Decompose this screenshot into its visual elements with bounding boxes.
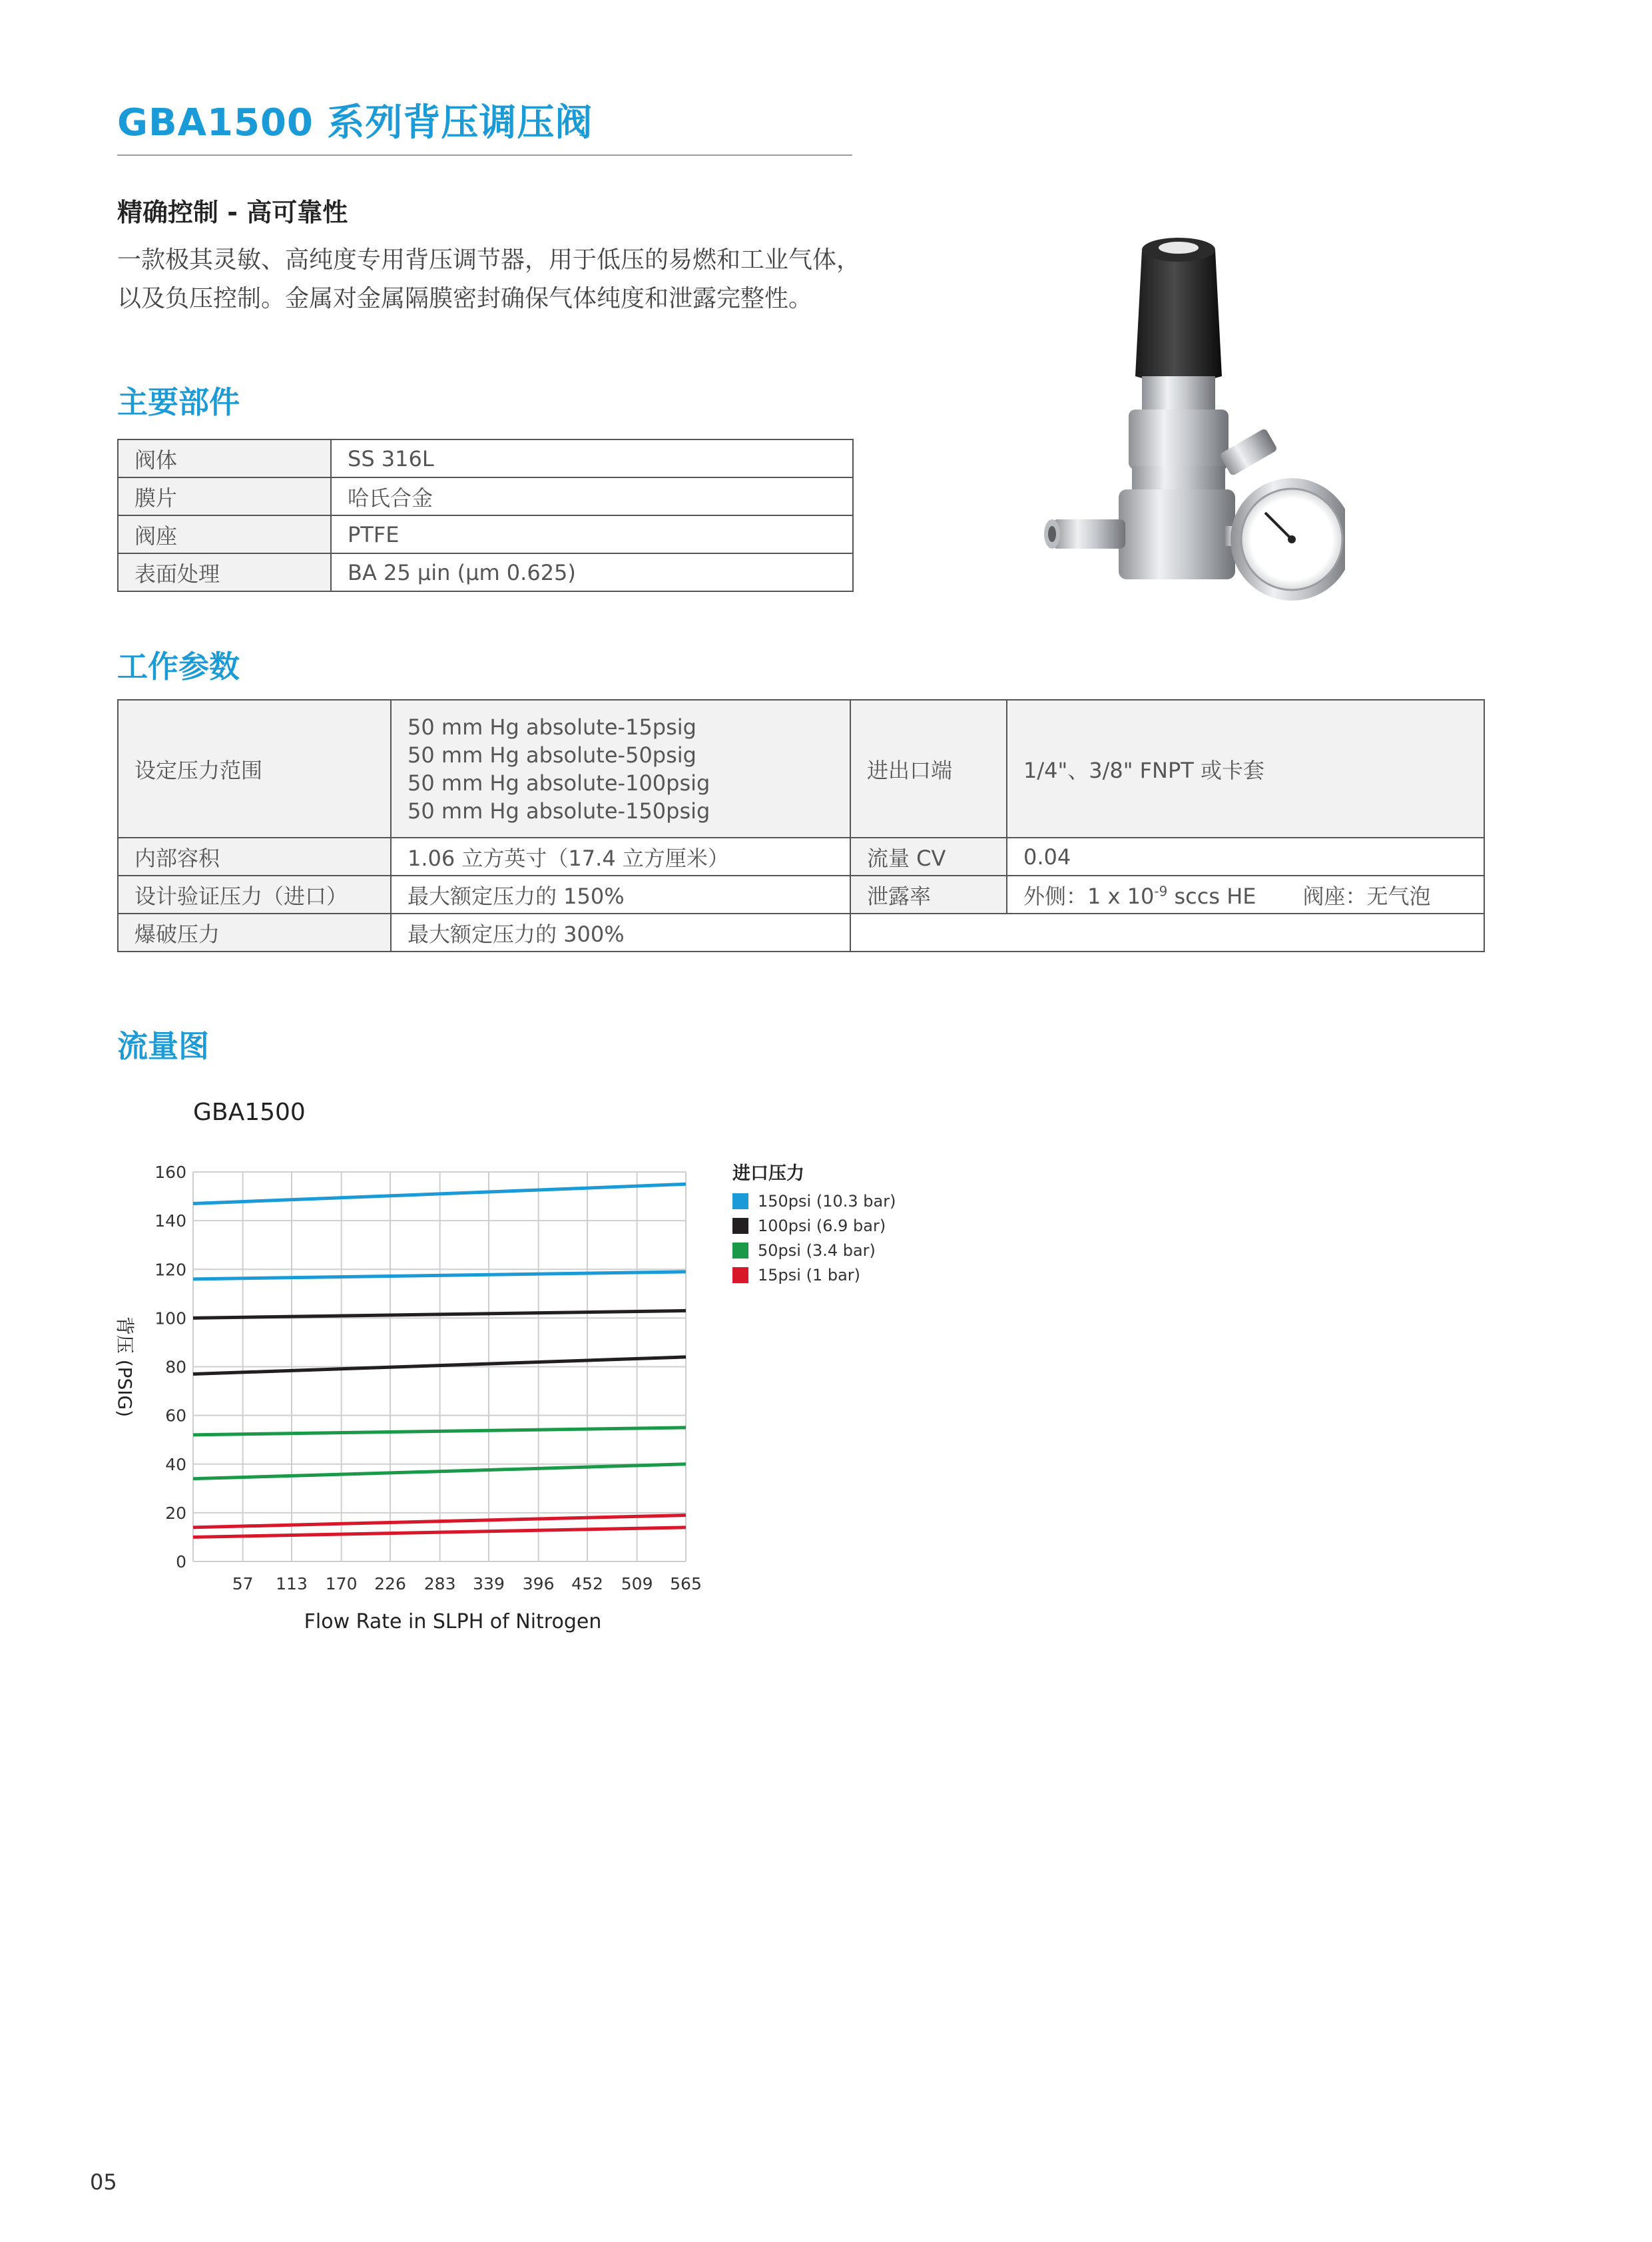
pressure-range-item: 50 mm Hg absolute-100psig [408,770,710,796]
x-tick-label: 452 [571,1574,603,1593]
y-tick-label: 40 [165,1454,186,1474]
component-value: PTFE [331,515,853,553]
x-tick-label: 339 [473,1574,505,1593]
param-label: 进出口端 [850,700,1007,838]
component-value: SS 316L [331,439,853,477]
component-label: 阀座 [118,515,331,553]
legend-item [732,1217,886,1235]
subtitle: 精确控制 - 高可靠性 [117,198,348,227]
param-label: 设计验证压力（进口） [118,876,391,914]
page-title: GBA1500 系列背压调压阀 [117,101,593,144]
legend-title: 进口压力 [732,1163,804,1184]
y-tick-label: 160 [154,1163,186,1182]
legend-label: 100psi (6.9 bar) [758,1217,886,1235]
components-table [117,439,854,592]
leak-unit: sccs HE [1167,883,1256,909]
y-tick-label: 60 [165,1406,186,1426]
y-tick-label: 140 [154,1211,186,1231]
param-value: 最大额定压力的 300% [391,914,850,952]
legend-item [732,1241,876,1260]
param-value: 1.06 立方英寸（17.4 立方厘米） [391,838,850,876]
param-value: 最大额定压力的 150% [391,876,850,914]
pressure-range-item: 50 mm Hg absolute-150psig [408,798,710,824]
legend-swatch [732,1267,748,1283]
table-row [118,439,853,477]
table-row [118,914,1484,952]
x-tick-label: 509 [621,1574,653,1593]
legend-swatch [732,1218,748,1234]
x-tick-label: 226 [374,1574,406,1593]
legend-swatch [732,1243,748,1259]
legend-item [732,1266,860,1284]
page-number: 05 [90,2169,117,2195]
leak-exponent: -9 [1154,882,1168,899]
table-row [118,700,1484,838]
param-label: 内部容积 [118,838,391,876]
pressure-range-item: 50 mm Hg absolute-15psig [408,714,696,740]
pressure-range-item: 50 mm Hg absolute-50psig [408,742,696,768]
table-row [118,553,853,591]
param-label: 爆破压力 [118,914,391,952]
component-value: BA 25 µin (µm 0.625) [331,553,853,591]
table-row [118,838,1484,876]
x-tick-label: 170 [325,1574,358,1593]
x-tick-label: 57 [232,1574,254,1593]
y-tick-label: 100 [154,1308,186,1328]
intro-paragraph: 一款极其灵敏、高纯度专用背压调节器，用于低压的易燃和工业气体，以及负压控制。金属对金属隔膜密封确保气体纯度和泄露完整性。 [117,246,861,312]
leak-seat: 阀座：无气泡 [1302,883,1431,909]
flow-chart-heading: 流量图 [117,1028,209,1064]
leak-outer: 外侧：1 x 10 [1023,883,1155,909]
y-tick-label: 20 [165,1503,186,1523]
y-tick-label: 80 [165,1357,186,1377]
x-tick-label: 565 [670,1574,702,1593]
product-image [999,233,1345,626]
flow-chart [100,1145,712,1638]
param-value: 0.04 [1007,838,1484,876]
x-axis-label: Flow Rate in SLPH of Nitrogen [304,1610,602,1633]
y-tick-label: 120 [154,1260,186,1280]
component-label: 阀体 [118,439,331,477]
regulator-illustration [999,233,1345,626]
param-label: 流量 CV [850,838,1007,876]
x-tick-label: 113 [276,1574,308,1593]
legend-label: 150psi (10.3 bar) [758,1192,896,1211]
component-value: 哈氏合金 [331,477,853,515]
components-heading: 主要部件 [117,384,240,420]
legend-label: 50psi (3.4 bar) [758,1241,876,1260]
x-tick-label: 396 [522,1574,555,1593]
legend-label: 15psi (1 bar) [758,1266,861,1284]
pressure-range-values [391,700,850,838]
table-row [118,876,1484,914]
param-value: 1/4"、3/8" FNPT 或卡套 [1007,700,1484,838]
component-label: 膜片 [118,477,331,515]
x-tick-label: 283 [423,1574,456,1593]
y-axis-label: 背压 (PSIG) [114,1316,136,1418]
empty-cell [850,914,1484,952]
param-label: 设定压力范围 [118,700,391,838]
table-row [118,477,853,515]
param-value [1007,876,1484,914]
table-row [118,515,853,553]
legend-item [732,1192,896,1211]
legend-swatch [732,1193,748,1209]
chart-title: GBA1500 [193,1099,306,1126]
param-label: 泄露率 [850,876,1007,914]
title-divider [117,154,852,156]
y-tick-label: 0 [176,1552,186,1571]
params-table [117,699,1485,952]
component-label: 表面处理 [118,553,331,591]
params-heading: 工作参数 [117,649,240,685]
